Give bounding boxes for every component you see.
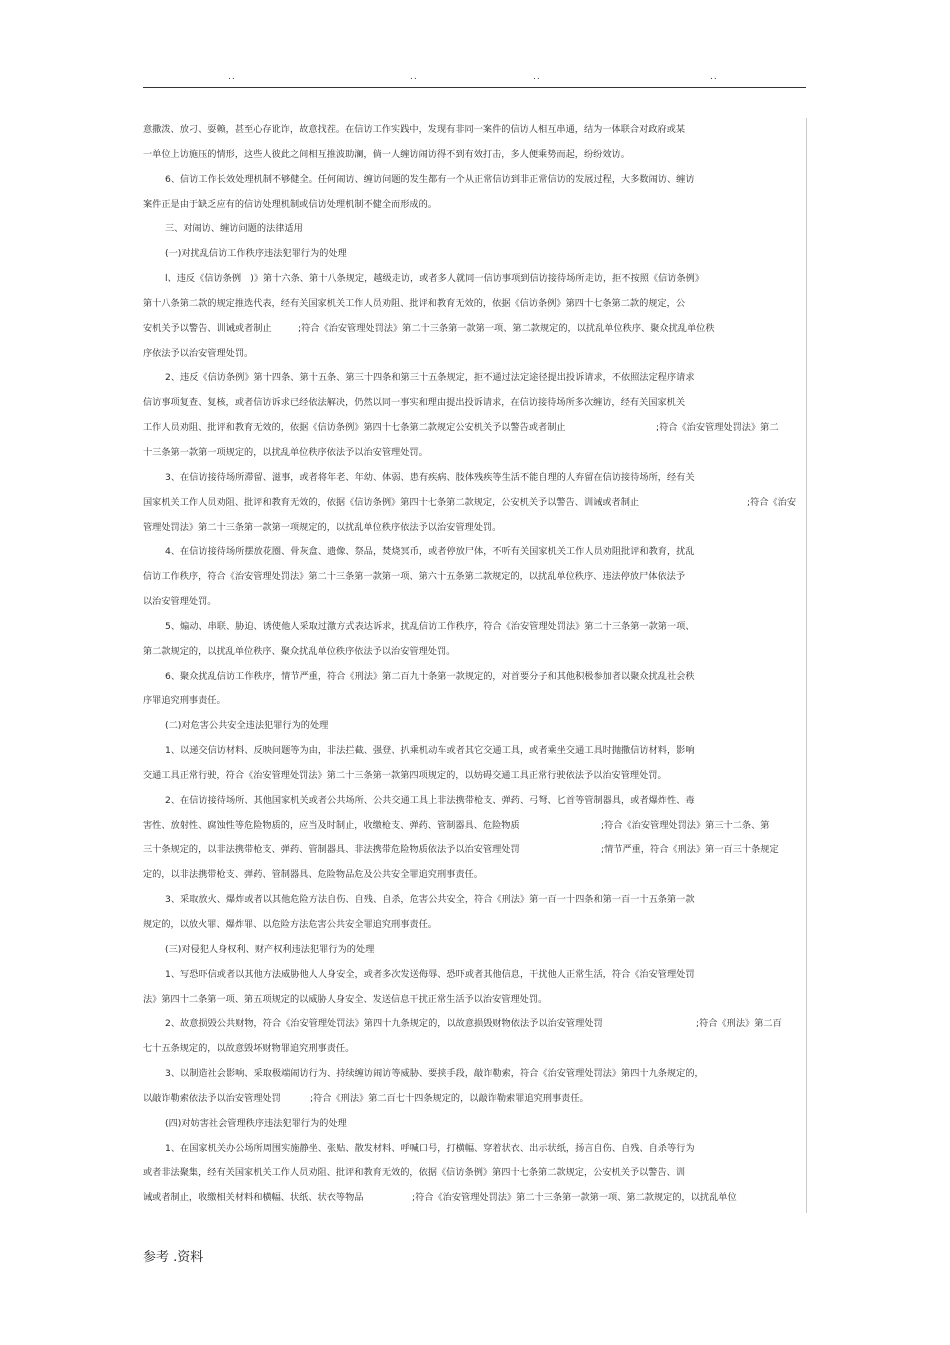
- text-segment: ;符合《刑法》第二百: [696, 1018, 782, 1030]
- text-line: [143, 267, 803, 292]
- text-segment: 6、信访工作长效处理机制不够健全。任何闹访、缠访问题的发生都有一个从正常信访到非正常信访的发展过程，大多数闹访、缠访: [165, 173, 695, 185]
- text-line: [143, 565, 803, 590]
- text-segment: 案件正是由于缺乏应有的信访处理机制或信访处理机制不健全而形成的。: [143, 198, 437, 210]
- text-segment: (二)对危害公共安全违法犯罪行为的处理: [165, 720, 329, 732]
- text-segment: 6、聚众扰乱信访工作秩序，情节严重，符合《刑法》第二百九十条第一款规定的，对首要分子和其他积极参加者以聚众扰乱社会秩: [165, 670, 695, 682]
- text-segment: 安机关予以警告、训诫或者制止: [143, 322, 272, 334]
- text-line: [143, 640, 803, 665]
- page-footer: 参考 .资料: [143, 1250, 204, 1265]
- text-segment: 3、在信访接待场所滞留、滋事，或者将年老、年幼、体弱、患有疾病、肢体残疾等生活不能自理的人弃留在信访接待场所，经有关: [165, 471, 695, 483]
- text-segment: 序罪追究刑事责任。: [143, 695, 226, 707]
- text-line: [143, 441, 803, 466]
- text-line: [143, 143, 803, 168]
- text-segment: 信访事项复查、复核，或者信访诉求已经依法解决，仍然以同一事实和理由提出投诉请求，在信访接待场所多次缠访，经有关国家机关: [143, 397, 686, 409]
- text-segment: 十三条第一款第一项规定的，以扰乱单位秩序依法予以治安管理处罚。: [143, 446, 428, 458]
- text-segment: 3、采取放火、爆炸或者以其他危险方法自伤、自残、自杀，危害公共安全，符合《刑法》第一百一十四条和第一百一十五条第一款: [165, 894, 695, 906]
- header-dots: [0, 72, 950, 86]
- text-line: [143, 1012, 803, 1037]
- text-line: [143, 863, 803, 888]
- text-segment: ;符合《治安管理处罚法》第三十二条、第: [601, 819, 770, 831]
- text-line: [143, 391, 803, 416]
- text-segment: 一单位上访施压的情形，这些人彼此之间相互推波助澜，倘一人缠访闹访得不到有效打击，多人便乘势而起，纷纷效访。: [143, 148, 630, 160]
- text-line: [143, 963, 803, 988]
- text-segment: 法》第四十二条第一项、第五项规定的以威胁人身安全、发送信息干扰正常生活予以治安管理处罚。: [143, 993, 548, 1005]
- text-segment: 序依法予以治安管理处罚。: [143, 347, 254, 359]
- text-segment: l、违反《信访条例 )》第十六条、第十八条规定，越级走访，或者多人就同一信访事项到信访接待场所走访，拒不按照《信访条例》: [165, 273, 705, 285]
- text-line: [143, 193, 803, 218]
- text-segment: 定的，以非法携带枪支、弹药、管制器具、危险物品危及公共安全罪追究刑事责任。: [143, 869, 483, 881]
- text-line: [143, 665, 803, 690]
- document-body: [143, 118, 803, 1211]
- text-segment: 1、在国家机关办公场所周围实施静坐、张贴、散发材料、呼喊口号，打横幅、穿着状衣、出示状纸，扬言自伤、自残、自杀等行为: [165, 1142, 695, 1154]
- text-segment: 4、在信访接待场所摆放花圈、骨灰盒、遗像、祭品，焚烧冥币，或者停放尸体，不听有关国家机关工作人员劝阻批评和教育，扰乱: [165, 546, 695, 558]
- text-segment: 第二款规定的，以扰乱单位秩序、聚众扰乱单位秩序依法予以治安管理处罚。: [143, 645, 456, 657]
- text-line: [143, 540, 803, 565]
- text-line: [143, 913, 803, 938]
- text-segment: ;符合《治安管理处罚法》第二十三条第一款第一项、第二款规定的，以扰乱单位: [412, 1192, 737, 1204]
- text-segment: 交通工具正常行驶，符合《治安管理处罚法》第二十三条第一款第四项规定的，以妨碍交通工具正常行驶依法予以治安管理处罚。: [143, 769, 667, 781]
- text-line: [143, 1062, 803, 1087]
- text-line: [143, 168, 803, 193]
- text-line: [143, 615, 803, 640]
- text-line: [143, 988, 803, 1013]
- text-segment: ;符合《刑法》第二百七十四条规定的，以敲诈勒索罪追究刑事责任。: [310, 1092, 589, 1104]
- text-segment: 诫或者制止，收缴相关材料和横幅、状纸、状衣等物品: [143, 1192, 364, 1204]
- text-line: [143, 466, 803, 491]
- text-line: [143, 1161, 803, 1186]
- text-segment: 5、煽动、串联、胁迫、诱使他人采取过激方式表达诉求，扰乱信访工作秩序，符合《治安管理处罚法》第二十三条第一款第一项、: [165, 620, 695, 632]
- text-segment: (四)对妨害社会管理秩序违法犯罪行为的处理: [165, 1117, 347, 1129]
- text-segment: 以敲诈勒索依法予以治安管理处罚: [143, 1092, 281, 1104]
- text-line: [143, 1037, 803, 1062]
- right-margin-rule: [806, 118, 807, 1213]
- text-segment: (三)对侵犯人身权利、财产权利违法犯罪行为的处理: [165, 943, 375, 955]
- text-line: [143, 764, 803, 789]
- text-segment: 七十五条规定的，以故意毁坏财物罪追究刑事责任。: [143, 1043, 355, 1055]
- text-line: [143, 217, 803, 242]
- text-segment: ;情节严重，符合《刑法》第一百三十条规定: [601, 844, 779, 856]
- text-line: [143, 118, 803, 143]
- text-segment: ;符合《治安管理处罚法》第二十三条第一款第一项、第二款规定的，以扰乱单位秩序、聚众扰乱单位秩: [298, 322, 715, 334]
- text-line: [143, 317, 803, 342]
- text-segment: 三十条规定的，以非法携带枪支、弹药、管制器具、非法携带危险物质依法予以治安管理处罚: [143, 844, 520, 856]
- text-line: [143, 689, 803, 714]
- text-line: [143, 789, 803, 814]
- text-line: [143, 814, 803, 839]
- text-segment: 第十八条第二款的规定推选代表，经有关国家机关工作人员劝阻、批评和教育无效的，依据《信访条例》第四十七条第二款的规定，公: [143, 297, 686, 309]
- text-segment: 2、故意损毁公共财物，符合《治安管理处罚法》第四十九条规定的，以故意损毁财物依法予以治安管理处罚: [165, 1018, 603, 1030]
- text-line: [143, 292, 803, 317]
- text-line: [143, 342, 803, 367]
- header-dot-1: ..: [228, 72, 236, 82]
- text-segment: 信访工作秩序，符合《治安管理处罚法》第二十三条第一款第一项、第六十五条第二款规定的，以扰乱单位秩序、违法停放尸体依法予: [143, 571, 686, 583]
- text-segment: 害性、放射性、腐蚀性等危险物质的，应当及时制止，收缴枪支、弹药、管制器具、危险物质: [143, 819, 520, 831]
- text-segment: 以治安管理处罚。: [143, 596, 217, 608]
- text-line: [143, 888, 803, 913]
- text-line: [143, 1112, 803, 1137]
- text-line: [143, 714, 803, 739]
- text-segment: 三、对闹访、缠访问题的法律适用: [165, 223, 303, 235]
- text-line: [143, 938, 803, 963]
- header-dot-3: ..: [533, 72, 541, 82]
- text-segment: 意撒泼、放刁、耍赖，甚至心存讹诈，故意找茬。在信访工作实践中，发现有非同一案件的信访人相互串通，结为一体联合对政府或某: [143, 124, 686, 135]
- text-line: [143, 1186, 803, 1211]
- text-segment: 工作人员劝阻、批评和教育无效的，依据《信访条例》第四十七条第二款规定公安机关予以警告或者制止: [143, 422, 566, 434]
- text-line: [143, 366, 803, 391]
- text-line: [143, 491, 803, 516]
- header-dot-2: ..: [410, 72, 418, 82]
- text-line: [143, 416, 803, 441]
- text-line: [143, 1087, 803, 1112]
- text-line: [143, 1137, 803, 1162]
- text-segment: ;符合《治安: [747, 496, 797, 508]
- text-segment: 国家机关工作人员劝阻、批评和教育无效的，依据《信访条例》第四十七条第二款规定，公安机关予以警告、训诫或者制止: [143, 496, 640, 508]
- text-line: [143, 516, 803, 541]
- text-segment: 或者非法聚集，经有关国家机关工作人员劝阻、批评和教育无效的，依据《信访条例》第四十七条第二款规定，公安机关予以警告、训: [143, 1167, 686, 1179]
- text-segment: ;符合《治安管理处罚法》第二: [656, 422, 779, 434]
- header-rule: [143, 87, 806, 88]
- text-segment: 管理处罚法》第二十三条第一款第一项规定的，以扰乱单位秩序依法予以治安管理处罚。: [143, 521, 502, 533]
- header-dot-4: ..: [710, 72, 718, 82]
- text-segment: 规定的，以放火罪、爆炸罪、以危险方法危害公共安全罪追究刑事责任。: [143, 919, 437, 930]
- text-segment: 1、写恐吓信或者以其他方法威胁他人人身安全，或者多次发送侮辱、恐吓或者其他信息，干扰他人正常生活，符合《治安管理处罚: [165, 968, 695, 980]
- text-line: [143, 838, 803, 863]
- text-line: [143, 590, 803, 615]
- text-segment: (一)对扰乱信访工作秩序违法犯罪行为的处理: [165, 248, 347, 260]
- text-segment: 1、以递交信访材料、反映问题等为由，非法拦截、强登、扒乘机动车或者其它交通工具，或者乘坐交通工具时抛撒信访材料，影响: [165, 745, 695, 757]
- text-segment: 3、以制造社会影响、采取极端闹访行为、持续缠访闹访等威胁、要挟手段，敲诈勒索，符合《治安管理处罚法》第四十九条规定的，: [165, 1068, 704, 1080]
- text-line: [143, 242, 803, 267]
- text-line: [143, 739, 803, 764]
- text-segment: 2、在信访接待场所、其他国家机关或者公共场所、公共交通工具上非法携带枪支、弹药、弓弩、匕首等管制器具，或者爆炸性、毒: [165, 794, 695, 806]
- text-segment: 2、违反《信访条例》第十四条、第十五条、第三十四条和第三十五条规定，拒不通过法定途径提出投诉请求，不依照法定程序请求: [165, 372, 695, 384]
